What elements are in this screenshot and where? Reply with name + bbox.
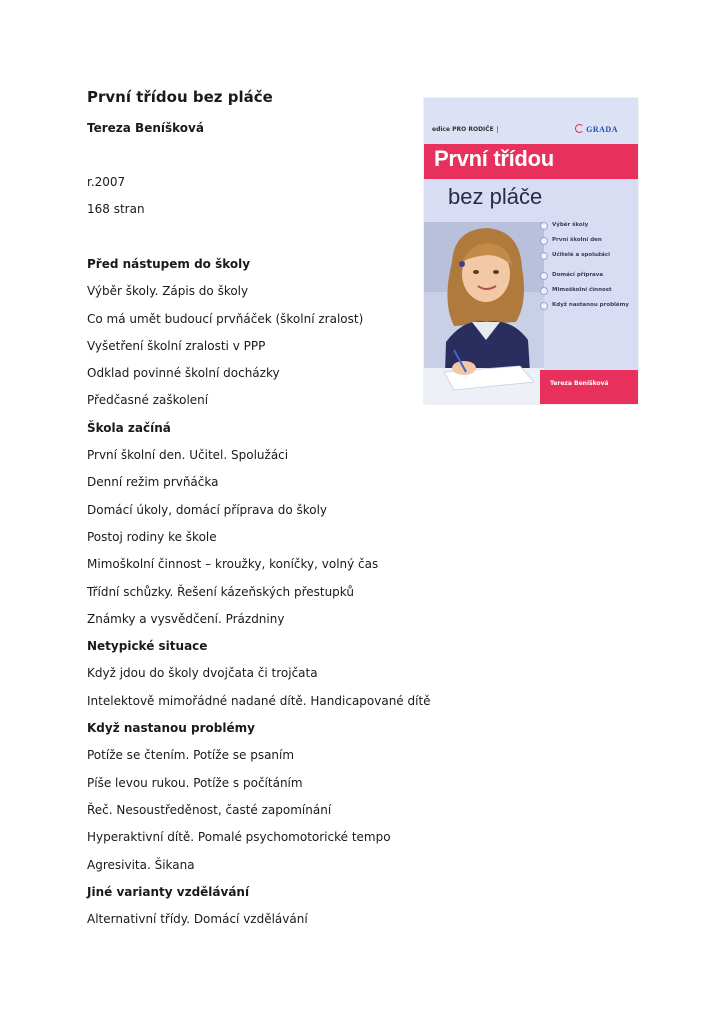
cover-topic-label: Mimoškolní činnost <box>552 287 612 293</box>
cover-edition: edice PRO RODIČE <box>432 126 498 133</box>
toc-section-heading: Před nástupem do školy <box>87 257 251 271</box>
cover-topic-item <box>540 287 636 302</box>
cover-header <box>424 98 638 144</box>
toc-item: První školní den. Učitel. Spolužáci <box>87 448 289 463</box>
toc-item: Řeč. Nesoustředěnost, časté zapomínání <box>87 802 332 817</box>
toc-section-heading: Když nastanou problémy <box>87 721 255 736</box>
toc-item: Když jdou do školy dvojčata či trojčata <box>87 666 318 681</box>
toc-item: Vyšetření školní zralosti v PPP <box>87 338 266 353</box>
cover-topic-item <box>540 272 636 287</box>
publisher-name: GRADA <box>586 125 618 134</box>
publisher-logo <box>575 124 618 134</box>
toc-item: Předčasné zaškolení <box>87 393 209 408</box>
table-of-contents <box>87 255 431 937</box>
toc-item: Výběr školy. Zápis do školy <box>87 284 249 299</box>
book-author: Tereza Beníšková <box>87 121 204 135</box>
toc-item: Denní režim prvňáčka <box>87 475 219 490</box>
bullet-circle-icon <box>540 302 548 310</box>
publication-year: r.2007 <box>87 175 126 189</box>
toc-item: Mimoškolní činnost – kroužky, koníčky, volný čas <box>87 557 379 572</box>
toc-item: Píše levou rukou. Potíže s počítáním <box>87 775 303 790</box>
cover-topic-label: Učitelé a spolužáci <box>552 252 610 258</box>
cover-footer-band <box>540 370 638 404</box>
cover-topics <box>540 222 636 322</box>
toc-item: Co má umět budoucí prvňáček (školní zralost) <box>87 311 364 326</box>
cover-topic-item <box>540 237 636 252</box>
toc-item: Intelektově mimořádné nadané dítě. Handicapované dítě <box>87 693 431 708</box>
cover-topic-label: První školní den <box>552 237 602 243</box>
cover-title-line2: bez pláče <box>448 184 543 209</box>
toc-item: Agresivita. Šikana <box>87 857 195 872</box>
book-title: První třídou bez pláče <box>87 88 273 106</box>
toc-item: Třídní schůzky. Řešení kázeňských přestupků <box>87 584 354 599</box>
bullet-circle-icon <box>540 287 548 295</box>
toc-section-heading: Škola začíná <box>87 420 171 435</box>
toc-item: Známky a vysvědčení. Prázdniny <box>87 611 285 626</box>
toc-item: Hyperaktivní dítě. Pomalé psychomotorické tempo <box>87 830 391 845</box>
cover-topic-item <box>540 252 636 272</box>
cover-photo-girl-writing <box>424 222 544 404</box>
toc-item: Potíže se čtením. Potíže se psaním <box>87 748 295 763</box>
page-count: 168 stran <box>87 202 145 216</box>
toc-item: Odklad povinné školní docházky <box>87 366 280 381</box>
grada-logo-icon <box>575 124 584 133</box>
cover-topic-label: Domácí příprava <box>552 272 604 278</box>
book-cover <box>424 98 638 404</box>
cover-topic-item <box>540 302 636 322</box>
bullet-circle-icon <box>540 237 548 245</box>
bullet-circle-icon <box>540 222 548 230</box>
cover-author: Tereza Beníšková <box>550 380 609 387</box>
bullet-circle-icon <box>540 252 548 260</box>
cover-topic-label: Když nastanou problémy <box>552 302 629 308</box>
toc-section-heading: Netypické situace <box>87 639 208 654</box>
toc-item: Alternativní třídy. Domácí vzdělávání <box>87 912 308 927</box>
bullet-circle-icon <box>540 272 548 280</box>
cover-title-line1: První třídou <box>434 146 554 171</box>
cover-topic-item <box>540 222 636 237</box>
cover-topic-label: Výběr školy <box>552 222 589 228</box>
toc-item: Postoj rodiny ke škole <box>87 529 217 544</box>
toc-section-heading: Jiné varianty vzdělávání <box>87 884 250 899</box>
toc-item: Domácí úkoly, domácí příprava do školy <box>87 502 328 517</box>
